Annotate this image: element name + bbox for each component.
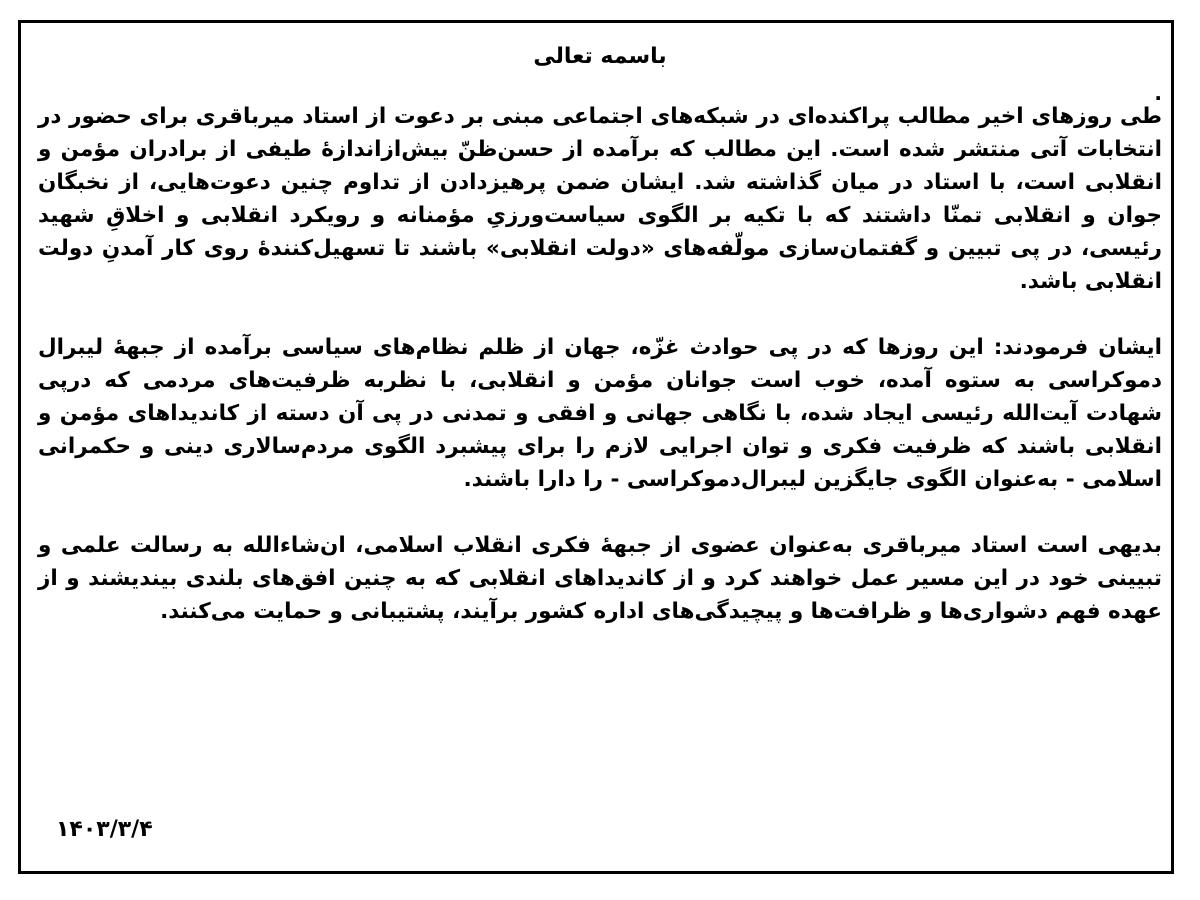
paragraph-3: بدیهی است استاد میرباقری به‌عنوان عضوی از جبهۀ فکری انقلاب اسلامی، ان‌شاءالله به رسالت علمی و تبیینی خود در این مسیر عمل خواهند کرد و از کاندیداهای انقلابی که به چنین افق‌های بلندی بیندیشند و از عهده فهم دشواری‌ها و ظرافت‌ها و پیچیدگی‌های اداره کشور برآیند، پشتیبانی و حمایت می‌کنند. [38,533,1162,624]
document-body [38,40,1162,628]
document-heading: باسمه تعالی [533,44,667,69]
document-date: ۱۴۰۳/۳/۴ [56,817,153,842]
paragraph-gap [38,496,1162,529]
stray-dot: . [1154,81,1162,105]
paragraph-2: ایشان فرمودند: این روزها که در پی حوادث غزّه، جهان از ظلم نظام‌های سیاسی برآمده از جبهۀ لیبرال دموکراسی به ستوه آمده، خوب است جوانان مؤمن و انقلابی، با نظربه ظرفیت‌های مردمی که درپی شهادت آیت‌الله رئیسی ایجاد شده، با نگاهی جهانی و افقی و تمدنی در پی آن دسته از کاندیداهای مؤمن و انقلابی باشند که ظرفیت فکری و توان اجرایی لازم را برای پیشبرد الگوی مردم‌سالاری دینی و حکمرانی اسلامی - به‌عنوان الگوی جایگزین لیبرال‌دموکراسی - را دارا باشند. [38,335,1162,492]
paragraph-gap [38,298,1162,331]
paragraph-1: طی روزهای اخیر مطالب پراکنده‌ای در شبکه‌های اجتماعی مبنی بر دعوت از استاد میرباقری برای حضور در انتخابات آتی منتشر شده است. این مطالب که برآمده از حسن‌ظنّ بیش‌ازاندازۀ طیفی از برادران مؤمن و انقلابی است، با استاد در میان گذاشته شد. ایشان ضمن پرهیزدادن از تداوم چنین دعوت‌هایی، از نخبگان جوان و انقلابی تمنّا داشتند که با تکیه بر الگوی سیاست‌ورزیِ مؤمنانه و رویکرد انقلابی و اخلاقِ شهید رئیسی، در پی تبیین و گفتمان‌سازی مولّفه‌های «دولت انقلابی» باشند تا تسهیل‌کنندۀ روی کار آمدنِ دولت انقلابی باشد. [38,104,1162,294]
